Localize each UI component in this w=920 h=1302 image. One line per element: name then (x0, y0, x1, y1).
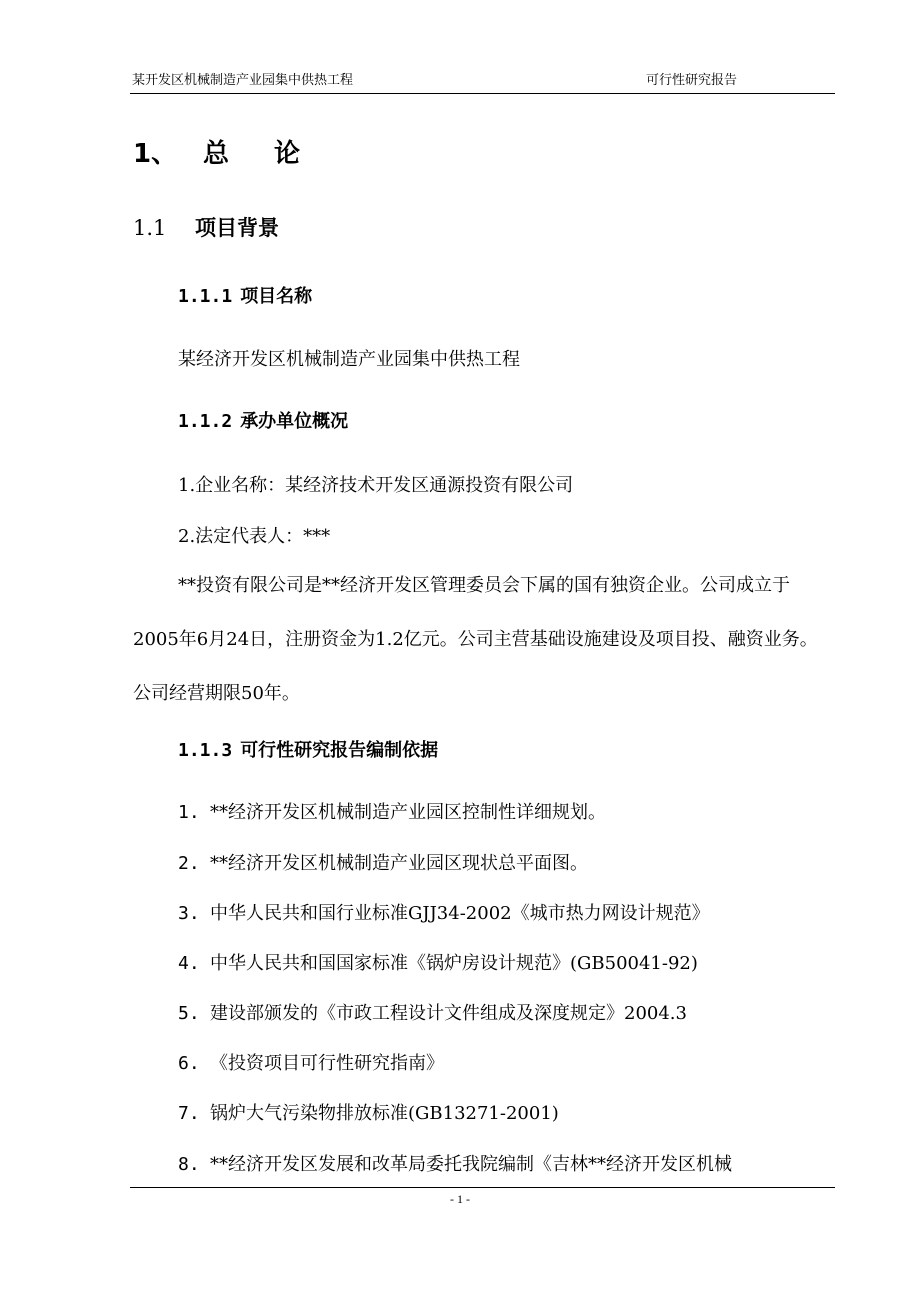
list-item (178, 799, 606, 827)
header-rule (130, 93, 835, 94)
company-description-text: **投资有限公司是**经济开发区管理委员会下属的国有独资企业。公司成立于2005年6月24日，注册资金为1.2亿元。公司主营基础设施建设及项目投、融资业务。公司经营期限50年。 (133, 575, 818, 704)
subsection-heading-3 (178, 737, 438, 765)
subsection-number: 1.1.1 (178, 286, 233, 307)
list-item-text: **经济开发区机械制造产业园区控制性详细规划。 (210, 802, 606, 823)
section-number: 1.1 (133, 216, 167, 240)
section-heading (133, 212, 279, 244)
list-item-text: 中华人民共和国行业标准GJJ34-2002《城市热力网设计规范》 (210, 903, 710, 924)
list-item (178, 1151, 732, 1179)
subsection-title: 项目名称 (240, 286, 313, 307)
subsection-heading-1 (178, 283, 312, 311)
project-name-text: 某经济开发区机械制造产业园集中供热工程 (178, 349, 520, 370)
company-name-line: 1.企业名称：某经济技术开发区通源投资有限公司 (178, 475, 574, 496)
list-item-number: 4. (178, 953, 200, 974)
list-item (178, 1000, 687, 1028)
list-item-number: 1. (178, 802, 200, 823)
list-item-text: 《投资项目可行性研究指南》 (210, 1053, 444, 1074)
list-item (178, 950, 698, 978)
list-item-number: 8. (178, 1154, 200, 1175)
footer-rule (130, 1187, 835, 1188)
list-item (178, 1100, 559, 1128)
list-item (178, 1050, 444, 1078)
chapter-heading (133, 136, 318, 172)
list-item (178, 900, 710, 928)
subsection-heading-2 (178, 408, 348, 436)
list-item-number: 6. (178, 1053, 200, 1074)
list-item-text: 中华人民共和国国家标准《锅炉房设计规范》(GB50041-92) (210, 953, 698, 974)
page-number: - 1 - (450, 1192, 470, 1206)
subsection-title: 承办单位概况 (240, 411, 349, 432)
list-item-text: 锅炉大气污染物排放标准(GB13271-2001) (210, 1103, 559, 1124)
list-item-text: **经济开发区机械制造产业园区现状总平面图。 (210, 853, 588, 874)
list-item-number: 3. (178, 903, 200, 924)
header-title: 某开发区机械制造产业园集中供热工程 (132, 73, 354, 88)
list-item-text: 建设部颁发的《市政工程设计文件组成及深度规定》2004.3 (210, 1003, 687, 1024)
chapter-title: 总 论 (203, 139, 319, 169)
company-description-paragraph (133, 559, 833, 721)
list-item-number: 7. (178, 1103, 200, 1124)
legal-rep-line: 2.法定代表人：*** (178, 526, 331, 547)
list-item-text: **经济开发区发展和改革局委托我院编制《吉林**经济开发区机械 (210, 1154, 732, 1175)
list-item-number: 2. (178, 853, 200, 874)
subsection-number: 1.1.2 (178, 411, 233, 432)
list-item (178, 850, 588, 878)
chapter-number: 1、 (133, 139, 178, 169)
list-item-number: 5. (178, 1003, 200, 1024)
subsection-number: 1.1.3 (178, 740, 233, 761)
subsection-title: 可行性研究报告编制依据 (240, 740, 439, 761)
section-title: 项目背景 (195, 216, 279, 240)
header-doc-type: 可行性研究报告 (646, 73, 738, 88)
